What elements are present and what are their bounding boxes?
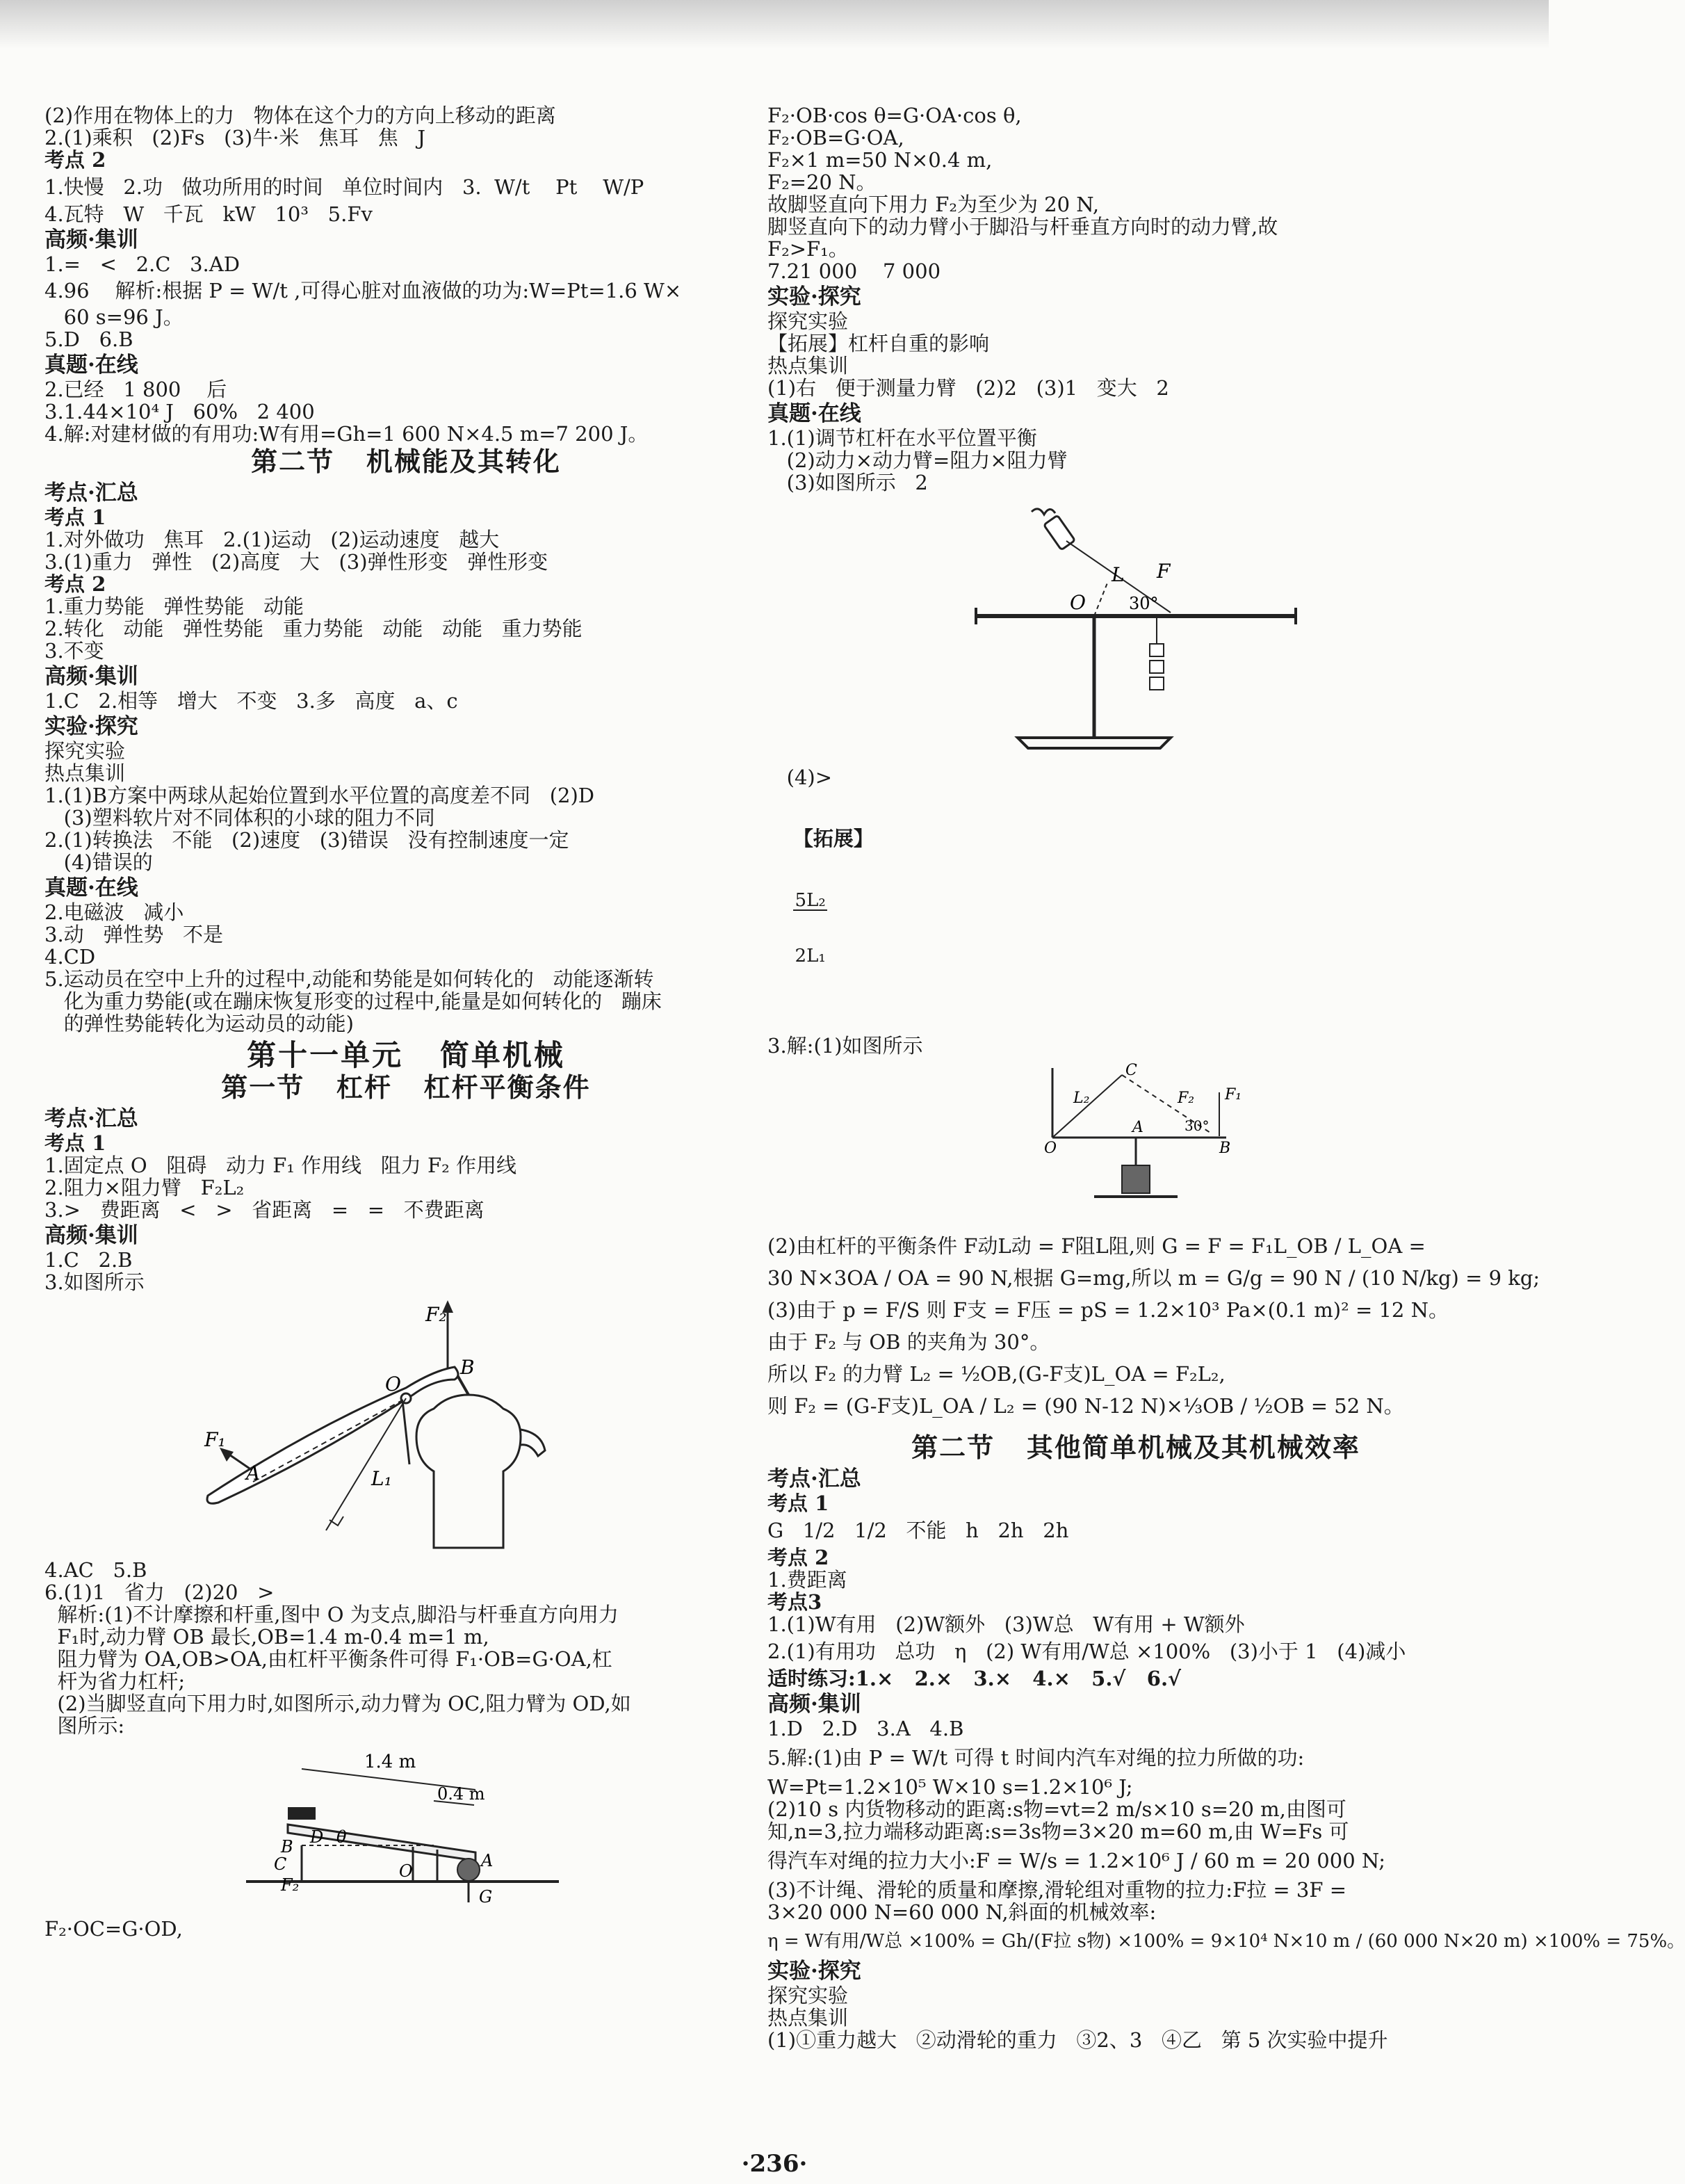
label-o: O — [1070, 591, 1086, 614]
text-line: 3.不变 — [44, 639, 104, 663]
tuozhan-numerator: 5L₂ — [793, 891, 828, 911]
text-line: 1.固定点 O 阻碍 动力 F₁ 作用线 阻力 F₂ 作用线 — [44, 1154, 516, 1177]
text-line: 2.(1)乘积 (2)Fs (3)牛·米 焦耳 焦 J — [44, 126, 426, 149]
text-line: 1.(1)B方案中两球从起始位置到水平位置的高度差不同 (2)D — [44, 784, 595, 807]
text-line: (2)动力×动力臂=阻力×阻力臂 — [767, 448, 1068, 472]
label-o: O — [1044, 1140, 1057, 1157]
label-l: L — [1112, 563, 1125, 586]
formula-line: (3)由于 p = F/S 则 F支 = F压 = pS = 1.2×10³ Pa×(0.1 m)² = 12 N。 — [767, 1298, 1449, 1322]
text-line: F₂×1 m=50 N×0.4 m, — [767, 148, 993, 172]
text-line: (3)塑料软片对不同体积的小球的阻力不同 — [44, 806, 435, 830]
text-line: 60 s=96 J。 — [44, 305, 184, 329]
text-line: 1.= < 2.C 3.AD — [44, 252, 240, 276]
text-line: 解析:(1)不计摩擦和杆重,图中 O 为支点,脚沿与杆垂直方向用力 — [44, 1603, 619, 1626]
text-line: 3×20 000 N=60 000 N,斜面的机械效率: — [767, 1900, 1157, 1924]
label-f2: F₂ — [425, 1303, 447, 1326]
text-line: 3.(1)重力 弹性 (2)高度 大 (3)弹性形变 弹性形变 — [44, 550, 548, 574]
text-line: 2.(1)有用功 总功 η (2) W有用/W总 ×100% (3)小于 1 (4)减小 — [767, 1640, 1406, 1663]
text-line: F₂·OC=G·OD, — [44, 1917, 183, 1941]
text-line: 探究实验 — [44, 739, 126, 763]
label-14m: 1.4 m — [364, 1752, 416, 1772]
text-line: 热点集训 — [767, 2006, 849, 2030]
text-line: (2)10 s 内货物移动的距离:s物=vt=2 m/s×10 s=20 m,由图可 — [767, 1797, 1346, 1821]
text-line: 阻力臂为 OA,OB>OA,由杠杆平衡条件可得 F₁·OB=G·OA,杠 — [44, 1647, 612, 1671]
text-line: 1.快慢 2.功 做功所用的时间 单位时间内 3. W/t Pt W/P — [44, 175, 644, 199]
section-title: 第一节 杠杆 杠杆平衡条件 — [221, 1071, 591, 1103]
label-c: C — [274, 1854, 287, 1874]
section-heading: 高频·集训 — [44, 1223, 138, 1248]
text-line: 2.(1)转换法 不能 (2)速度 (3)错误 没有控制速度一定 — [44, 828, 569, 852]
text-line: F₂·OB=G·OA, — [767, 126, 904, 149]
text-line: F₂=20 N。 — [767, 170, 877, 194]
text-line: 化为重力势能(或在蹦床恢复形变的过程中,能量是如何转化的 蹦床 — [44, 989, 662, 1013]
text-line: 7.21 000 7 000 — [767, 259, 941, 283]
formula-line: (2)由杠杆的平衡条件 F动L动 = F阻L阻,则 G = F = F₁L_OB / L_OA = — [767, 1234, 1426, 1258]
kaodian-label: 考点3 — [767, 1590, 822, 1614]
right-column — [767, 104, 1685, 2052]
section-heading: 实验·探究 — [767, 284, 861, 309]
text-line: 适时练习:1.× 2.× 3.× 4.× 5.√ 6.√ — [767, 1667, 1182, 1690]
label-04m: 0.4 m — [437, 1784, 485, 1804]
text-line: 4.AC 5.B — [44, 1558, 147, 1582]
hand-icon — [1032, 509, 1055, 515]
section-heading: 高频·集训 — [44, 227, 138, 252]
left-column — [44, 104, 767, 1940]
text-line: 5.D 6.B — [44, 327, 133, 351]
text-line: 2.已经 1 800 后 — [44, 378, 227, 401]
text-line: (1)①重力越大 ②动滑轮的重力 ③2、3 ④乙 第 5 次实验中提升 — [767, 2028, 1388, 2052]
weight-2 — [1150, 661, 1164, 673]
section-title: 第二节 其他简单机械及其机械效率 — [911, 1432, 1360, 1463]
label-c: C — [1125, 1062, 1137, 1079]
tuozhan-line — [767, 788, 1504, 1035]
text-line: (3)不计绳、滑轮的质量和摩擦,滑轮组对重物的拉力:F拉 = 3F = — [767, 1878, 1347, 1902]
section-heading: 实验·探究 — [767, 1959, 861, 1984]
section-heading: 实验·探究 — [44, 714, 138, 739]
tuozhan-label: 【拓展】 — [792, 827, 874, 850]
kaodian-label: 考点 2 — [767, 1546, 829, 1569]
text-line: 4.CD — [44, 945, 96, 969]
scan-shadow — [0, 0, 1549, 49]
pump-handle — [207, 1367, 458, 1503]
section-heading: 考点·汇总 — [767, 1466, 861, 1491]
kaodian-label: 考点 2 — [44, 572, 106, 596]
text-line: 3.解:(1)如图所示 — [767, 1034, 923, 1058]
text-line: (2)作用在物体上的力 物体在这个力的方向上移动的距离 — [44, 104, 556, 127]
section-heading: 真题·在线 — [767, 401, 861, 426]
text-line: 1.(1)W有用 (2)W额外 (3)W总 W有用 + W额外 — [767, 1612, 1245, 1636]
text-line: 3.> 费距离 < > 省距离 = = 不费距离 — [44, 1198, 485, 1222]
text-line: 1.费距离 — [767, 1568, 847, 1592]
text-line: F₁时,动力臂 OB 最长,OB=1.4 m-0.4 m=1 m, — [44, 1625, 489, 1649]
kaodian-label: 考点 1 — [767, 1491, 829, 1515]
formula-line: 则 F₂ = (G-F支)L_OA / L₂ = (90 N-12 N)×⅓OB / ½OB = 52 N。 — [767, 1394, 1404, 1418]
text-line: 1.C 2.相等 增大 不变 3.多 高度 a、c — [44, 689, 458, 713]
arm-l — [1094, 581, 1108, 616]
text-line: 1.C 2.B — [44, 1248, 133, 1272]
label-a: A — [1132, 1119, 1143, 1136]
label-theta: θ — [336, 1827, 347, 1847]
label-angle: 30° — [1129, 594, 1159, 613]
label-a: A — [246, 1462, 261, 1485]
text-line: 2.转化 动能 弹性势能 重力势能 动能 动能 重力势能 — [44, 617, 583, 640]
label-l2: L₂ — [1073, 1090, 1090, 1107]
kaodian-label: 考点 2 — [44, 148, 106, 172]
spring-scale — [1044, 515, 1075, 550]
formula-line: 得汽车对绳的拉力大小:F = W/s = 1.2×10⁶ J / 60 m = 20 000 N; — [767, 1849, 1385, 1872]
section-heading: 高频·集训 — [44, 664, 138, 689]
label-f2: F₂ — [281, 1875, 300, 1895]
section-title: 第二节 机械能及其转化 — [251, 446, 561, 477]
text-line: G 1/2 1/2 不能 h 2h 2h — [767, 1519, 1069, 1542]
text-line: 1.D 2.D 3.A 4.B — [767, 1717, 964, 1740]
foot-pedal — [288, 1807, 316, 1820]
text-line: 3.动 弹性势 不是 — [44, 923, 223, 946]
weight-block — [1122, 1165, 1150, 1193]
text-line: 4.解:对建材做的有用功:W有用=Gh=1 600 N×4.5 m=7 200 J。 — [44, 422, 649, 446]
section-heading: 真题·在线 — [44, 353, 138, 378]
lever-diagram-figure — [976, 1061, 1296, 1228]
text-line: 6.(1)1 省力 (2)20 > — [44, 1580, 275, 1604]
section-heading: 高频·集训 — [767, 1692, 861, 1717]
text-line: 热点集训 — [767, 354, 849, 378]
text-line: 1.(1)调节杠杆在水平位置平衡 — [767, 426, 1037, 450]
kaodian-label: 考点 1 — [44, 1131, 106, 1155]
text-line: 图所示: — [44, 1714, 125, 1738]
label-g: G — [479, 1887, 493, 1907]
text-line: 4.96 解析:根据 P = W/t ,可得心脏对血液做的功为:W=Pt=1.6 W× — [44, 279, 682, 302]
text-line: 热点集训 — [44, 761, 126, 785]
pump-lever-figure — [142, 1297, 670, 1555]
pump-body — [416, 1395, 521, 1548]
label-o: O — [399, 1861, 413, 1881]
text-line: 探究实验 — [767, 1984, 849, 2007]
label-a: A — [481, 1851, 494, 1870]
kaodian-label: 考点 1 — [44, 505, 106, 529]
section-heading: 真题·在线 — [44, 875, 138, 900]
label-f1: F₁ — [1225, 1086, 1242, 1103]
pump-spout — [521, 1430, 545, 1456]
text-line: W=Pt=1.2×10⁵ W×10 s=1.2×10⁶ J; — [767, 1775, 1133, 1799]
text-line: 1.重力势能 弹性势能 动能 — [44, 594, 304, 618]
text-line: (2)当脚竖直向下用力时,如图所示,动力臂为 OC,阻力臂为 OD,如 — [44, 1692, 631, 1715]
tuozhan-denominator: 2L₁ — [795, 946, 826, 966]
label-f2: F₂ — [1178, 1090, 1195, 1107]
label-b: B — [1219, 1140, 1231, 1157]
right-angle-mark — [329, 1516, 343, 1526]
text-line: (4)> — [767, 766, 833, 789]
text-line: 4.瓦特 W 千瓦 kW 10³ 5.Fv — [44, 202, 373, 226]
unit-title: 第十一单元 简单机械 — [247, 1038, 565, 1072]
label-f1: F₁ — [204, 1428, 226, 1451]
stand-base — [1018, 738, 1171, 748]
text-line: 杆为省力杠杆; — [44, 1669, 186, 1693]
text-line: (3)如图所示 2 — [767, 471, 928, 494]
formula-line: 所以 F₂ 的力臂 L₂ = ½OB,(G-F支)L_OA = F₂L₂, — [767, 1362, 1226, 1386]
label-b: B — [460, 1356, 475, 1379]
formula-line: 5.解:(1)由 P = W/t 可得 t 时间内汽车对绳的拉力所做的功: — [767, 1746, 1305, 1770]
label-d: D — [310, 1827, 324, 1847]
text-line: 3.如图所示 — [44, 1270, 145, 1294]
text-line: 的弹性势能转化为运动员的动能) — [44, 1012, 354, 1035]
foot-lever-figure — [225, 1741, 587, 1908]
text-line: 3.1.44×10⁴ J 60% 2 400 — [44, 400, 315, 423]
label-l1: L₁ — [371, 1467, 392, 1490]
weight-1 — [1150, 644, 1164, 656]
lever-stand-figure — [962, 498, 1310, 762]
formula-line: η = W有用/W总 ×100% = Gh/(F拉 s物) ×100% = 9×10⁴ N×10 m / (60 000 N×20 m) ×100% = 75%。 — [767, 1931, 1685, 1952]
label-f: F — [1157, 560, 1171, 583]
text-line: 2.电磁波 减小 — [44, 900, 184, 924]
section-heading: 考点·汇总 — [44, 480, 138, 505]
text-line: F₂·OB·cos θ=G·OA·cos θ, — [767, 104, 1022, 127]
text-line: 1.对外做功 焦耳 2.(1)运动 (2)运动速度 越大 — [44, 528, 500, 551]
text-line: 5.运动员在空中上升的过程中,动能和势能是如何转化的 动能逐渐转 — [44, 967, 654, 991]
page-number: ·236· — [741, 2150, 808, 2178]
text-line: 探究实验 — [767, 309, 849, 333]
text-line: F₂>F₁。 — [767, 237, 849, 261]
section-heading: 考点·汇总 — [44, 1106, 138, 1131]
label-angle: 30° — [1185, 1117, 1210, 1134]
pump-support — [402, 1400, 409, 1464]
text-line: 【拓展】杠杆自重的影响 — [767, 332, 990, 355]
load-wheel — [457, 1859, 480, 1881]
tuozhan-fraction — [793, 855, 828, 1001]
text-line: 2.阻力×阻力臂 F₂L₂ — [44, 1176, 245, 1199]
formula-line: 30 N×3OA / OA = 90 N,根据 G=mg,所以 m = G/g = 90 N / (10 N/kg) = 9 kg; — [767, 1266, 1540, 1290]
text-line: 脚竖直向下的动力臂小于脚沿与杆垂直方向时的动力臂,故 — [767, 215, 1278, 238]
label-o: O — [385, 1373, 401, 1396]
weight-3 — [1150, 677, 1164, 690]
text-line: 故脚竖直向下用力 F₂为至少为 20 N, — [767, 193, 1100, 216]
label-b: B — [281, 1837, 293, 1857]
text-line: 知,n=3,拉力端移动距离:s=3s物=3×20 m=60 m,由 W=Fs 可 — [767, 1820, 1349, 1843]
text-line: (1)右 便于测量力臂 (2)2 (3)1 变大 2 — [767, 376, 1169, 400]
formula-line: 由于 F₂ 与 OB 的夹角为 30°。 — [767, 1330, 1050, 1354]
text-line: (4)错误的 — [44, 850, 153, 874]
